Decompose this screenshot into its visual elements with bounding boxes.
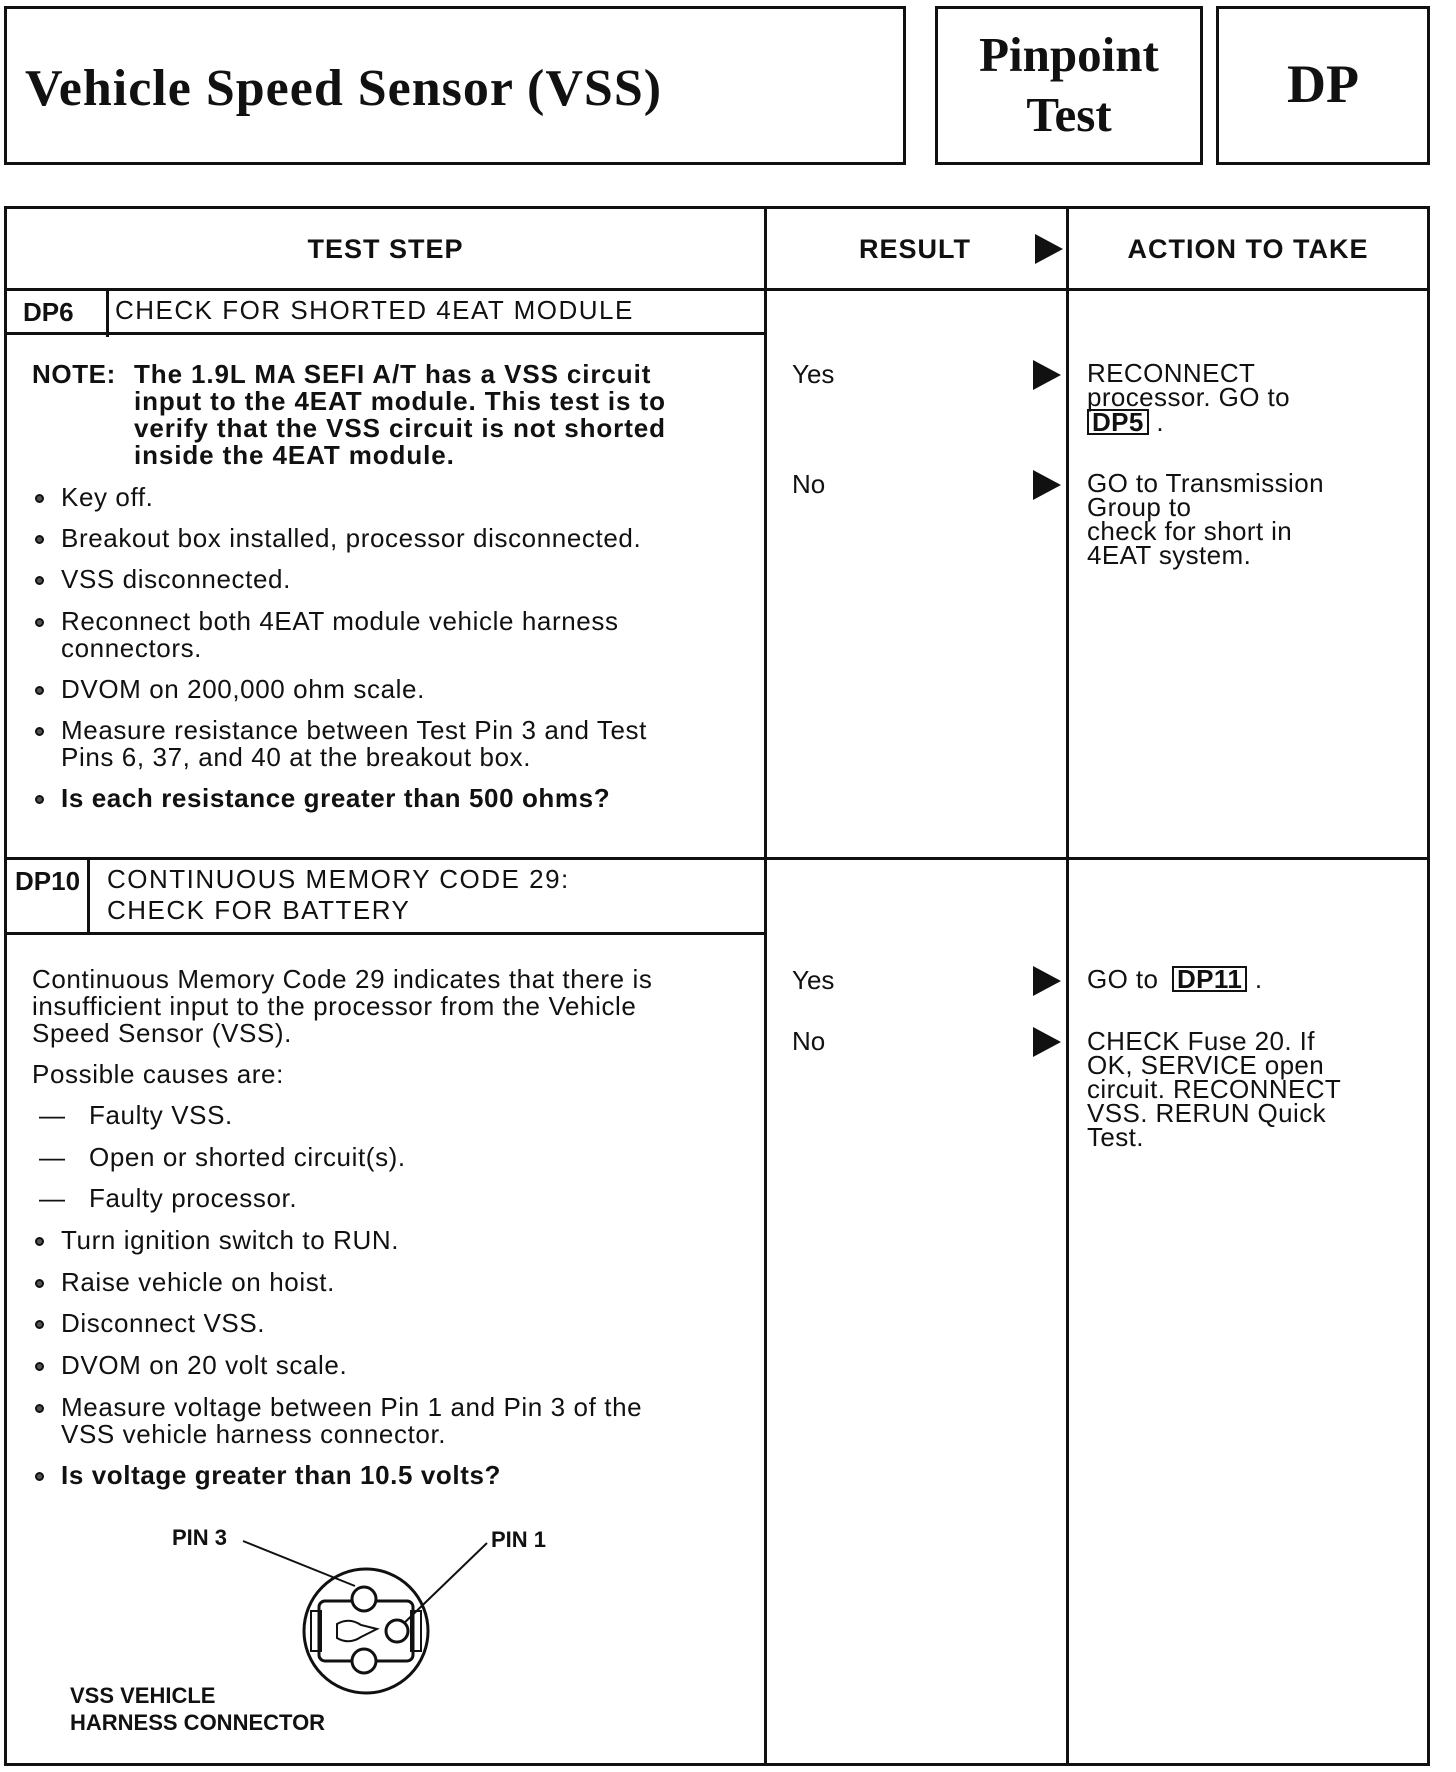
- step-bullet: Measure voltage between Pin 1 and Pin 3 of the: [31, 1394, 642, 1421]
- action-line: CHECK Fuse 20. If: [1087, 1026, 1315, 1056]
- connector-caption-line: HARNESS CONNECTOR: [70, 1710, 326, 1735]
- page-title: Vehicle Speed Sensor (VSS): [25, 60, 663, 117]
- step-bullet: Disconnect VSS.: [31, 1310, 265, 1337]
- cause-item: Faulty VSS.: [89, 1100, 233, 1130]
- result-yes: Yes: [792, 359, 835, 389]
- intro-line: Speed Sensor (VSS).: [32, 1018, 292, 1048]
- step-bullet: Measure resistance between Test Pin 3 and Test: [31, 717, 647, 744]
- result-no: No: [792, 469, 826, 499]
- note-line: input to the 4EAT module. This test is to: [134, 386, 666, 416]
- dash-mark: —: [39, 1100, 66, 1130]
- step-id-dp6: DP6: [23, 297, 74, 327]
- dash-mark: —: [39, 1183, 66, 1213]
- result-no: No: [792, 1026, 826, 1056]
- action-period: .: [1254, 964, 1263, 994]
- row-divider: [7, 857, 1427, 860]
- action-line: RECONNECT: [1087, 358, 1256, 388]
- arrow-icon: [1033, 1027, 1061, 1057]
- pinpoint-test-box: [935, 6, 1203, 165]
- cause-item: Open or shorted circuit(s).: [89, 1142, 406, 1172]
- action-line: VSS. RERUN Quick: [1087, 1098, 1327, 1128]
- test-label: Test: [1026, 87, 1112, 142]
- header-result-label: RESULT: [859, 233, 971, 264]
- note-line: verify that the VSS circuit is not shorted: [134, 413, 666, 443]
- header-test-step: TEST STEP: [307, 233, 464, 264]
- section-code: DP: [1287, 54, 1359, 114]
- step-reference[interactable]: DP11: [1172, 966, 1247, 992]
- action-line: OK, SERVICE open: [1087, 1050, 1325, 1080]
- action-no: [1087, 468, 1324, 570]
- cause-item: Faulty processor.: [89, 1183, 298, 1213]
- action-line: processor. GO to: [1087, 382, 1290, 412]
- pinpoint-table: [4, 206, 1430, 1766]
- step-question: Is each resistance greater than 500 ohms?: [31, 785, 610, 812]
- arrow-icon: [1033, 966, 1061, 996]
- header-result: [767, 209, 1066, 289]
- action-line: Group to: [1087, 492, 1192, 522]
- dash-mark: —: [39, 1142, 66, 1172]
- step-bullet: DVOM on 20 volt scale.: [31, 1352, 347, 1379]
- step-bullet: Reconnect both 4EAT module vehicle harness: [31, 608, 619, 635]
- arrow-icon: [1035, 234, 1063, 264]
- causes-label: Possible causes are:: [32, 1059, 284, 1089]
- note-label: NOTE:: [32, 359, 116, 389]
- step-question: Is voltage greater than 10.5 volts?: [31, 1462, 501, 1489]
- pinpoint-label: Pinpoint: [979, 27, 1159, 82]
- arrow-icon: [1033, 470, 1061, 500]
- step-continuation: Pins 6, 37, and 40 at the breakout box.: [61, 742, 532, 772]
- arrow-icon: [1033, 360, 1061, 390]
- step-title-divider: [7, 932, 764, 935]
- header-action: ACTION TO TAKE: [1127, 233, 1369, 264]
- step-title-line: CHECK FOR BATTERY: [107, 895, 411, 925]
- section-code-box: [1216, 6, 1430, 165]
- step-bullet: Turn ignition switch to RUN.: [31, 1227, 399, 1254]
- pin3-label: PIN 3: [172, 1525, 228, 1550]
- action-line: GO to: [1087, 964, 1159, 994]
- action-line: Test.: [1087, 1122, 1144, 1152]
- action-period: .: [1156, 407, 1165, 437]
- step-continuation: VSS vehicle harness connector.: [61, 1419, 447, 1449]
- step-bullet: Breakout box installed, processor disconnected.: [31, 525, 641, 552]
- step-bullet: VSS disconnected.: [31, 566, 291, 593]
- step-bullet: Raise vehicle on hoist.: [31, 1269, 335, 1296]
- action-line: check for short in: [1087, 516, 1293, 546]
- action-line: circuit. RECONNECT: [1087, 1074, 1342, 1104]
- step-continuation: connectors.: [61, 633, 203, 663]
- column-divider: [764, 209, 767, 1763]
- step-title-dp10: [107, 864, 570, 926]
- step-id-divider: [106, 289, 109, 337]
- connector-diagram-icon: [237, 1529, 507, 1719]
- intro-line: Continuous Memory Code 29 indicates that there is: [32, 964, 653, 994]
- step-reference[interactable]: DP5: [1087, 409, 1149, 435]
- action-line: GO to Transmission: [1087, 468, 1324, 498]
- result-yes: Yes: [792, 965, 835, 995]
- action-yes: [1087, 966, 1262, 992]
- step-id-dp10: DP10: [15, 866, 81, 896]
- step-title-line: CONTINUOUS MEMORY CODE 29:: [107, 864, 570, 894]
- step-title-dp6: CHECK FOR SHORTED 4EAT MODULE: [115, 295, 634, 325]
- connector-caption-line: VSS VEHICLE: [70, 1683, 216, 1708]
- action-line: 4EAT system.: [1087, 540, 1252, 570]
- note-line: The 1.9L MA SEFI A/T has a VSS circuit: [134, 359, 652, 389]
- step-bullet: Key off.: [31, 484, 154, 511]
- intro-line: insufficient input to the processor from the Vehicle: [32, 991, 637, 1021]
- pin1-label: PIN 1: [491, 1527, 547, 1552]
- step-title-divider: [7, 332, 764, 335]
- column-divider: [1066, 209, 1069, 1763]
- action-no: [1087, 1026, 1342, 1152]
- step-id-divider: [87, 860, 90, 935]
- title-box: [4, 6, 906, 165]
- step-bullet: DVOM on 200,000 ohm scale.: [31, 676, 425, 703]
- note-line: inside the 4EAT module.: [134, 440, 455, 470]
- action-yes: [1087, 358, 1290, 437]
